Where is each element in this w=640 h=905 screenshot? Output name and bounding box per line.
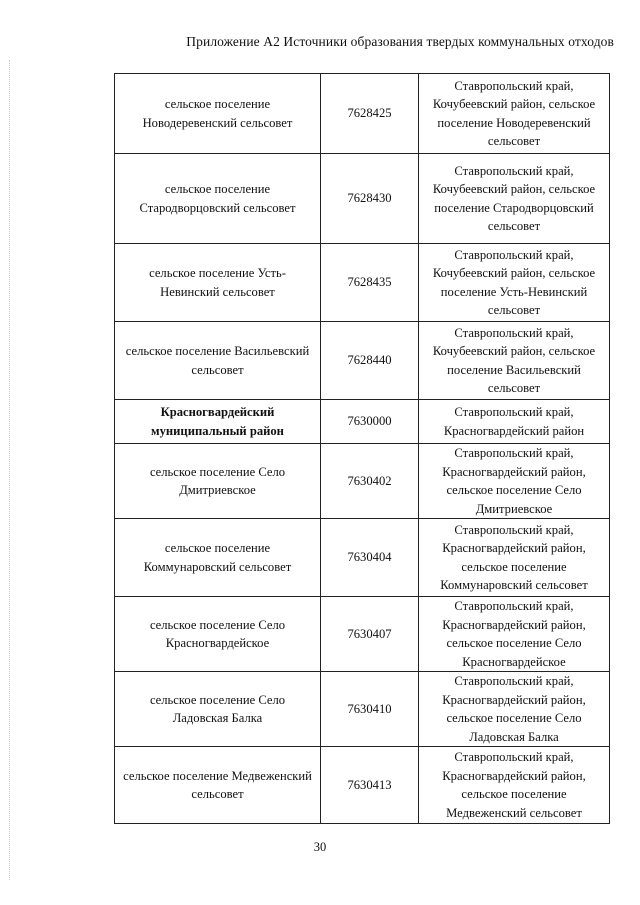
settlement-address: Ставропольский край, Кочубеевский район, сельское поселение Васильевский сельсовет — [419, 322, 610, 400]
oktmo-code: 7630407 — [321, 597, 419, 672]
settlement-name: сельское поселение Медвеженский сельсовет — [115, 747, 321, 824]
settlement-address: Ставропольский край, Красногвардейский район, сельское поселение Село Дмитриевское — [419, 444, 610, 519]
settlement-name: сельское поселение Село Красногвардейское — [115, 597, 321, 672]
oktmo-code: 7628425 — [321, 74, 419, 154]
settlement-address: Ставропольский край, Кочубеевский район, сельское поселение Усть-Невинский сельсовет — [419, 244, 610, 322]
page-header: Приложение А2 Источники образования твердых коммунальных отходов — [186, 34, 614, 49]
district-name: Красногвардейский муниципальный район — [115, 400, 321, 444]
settlement-address: Ставропольский край, Кочубеевский район, сельское поселение Новодеревенский сельсовет — [419, 74, 610, 154]
settlement-address: Ставропольский край, Кочубеевский район, сельское поселение Стародворцовский сельсовет — [419, 154, 610, 244]
oktmo-code: 7630413 — [321, 747, 419, 824]
settlement-name: сельское поселение Усть-Невинский сельсовет — [115, 244, 321, 322]
settlement-address: Ставропольский край, Красногвардейский район, сельское поселение Село Ладовская Балка — [419, 672, 610, 747]
table-row — [115, 322, 610, 400]
sources-table — [114, 73, 610, 824]
table-row — [115, 244, 610, 322]
table-row — [115, 74, 610, 154]
table-row — [115, 400, 610, 444]
settlement-name: сельское поселение Коммунаровский сельсовет — [115, 519, 321, 597]
oktmo-code: 7628440 — [321, 322, 419, 400]
settlement-name: сельское поселение Село Ладовская Балка — [115, 672, 321, 747]
settlement-address: Ставропольский край, Красногвардейский район, сельское поселение Коммунаровский сельсовет — [419, 519, 610, 597]
settlement-address: Ставропольский край, Красногвардейский район — [419, 400, 610, 444]
table-row — [115, 672, 610, 747]
table-row — [115, 747, 610, 824]
oktmo-code: 7628435 — [321, 244, 419, 322]
settlement-name: сельское поселение Стародворцовский сельсовет — [115, 154, 321, 244]
scan-edge-marks — [9, 60, 11, 880]
settlement-address: Ставропольский край, Красногвардейский район, сельское поселение Село Красногвардейское — [419, 597, 610, 672]
oktmo-code: 7630000 — [321, 400, 419, 444]
settlement-name: сельское поселение Село Дмитриевское — [115, 444, 321, 519]
settlement-name: сельское поселение Васильевский сельсовет — [115, 322, 321, 400]
table-row — [115, 444, 610, 519]
table-row — [115, 597, 610, 672]
page-number: 30 — [313, 840, 327, 854]
oktmo-code: 7630404 — [321, 519, 419, 597]
settlement-name: сельское поселение Новодеревенский сельсовет — [115, 74, 321, 154]
table-row — [115, 154, 610, 244]
oktmo-code: 7630410 — [321, 672, 419, 747]
table-row — [115, 519, 610, 597]
settlement-address: Ставропольский край, Красногвардейский район, сельское поселение Медвеженский сельсовет — [419, 747, 610, 824]
oktmo-code: 7628430 — [321, 154, 419, 244]
oktmo-code: 7630402 — [321, 444, 419, 519]
